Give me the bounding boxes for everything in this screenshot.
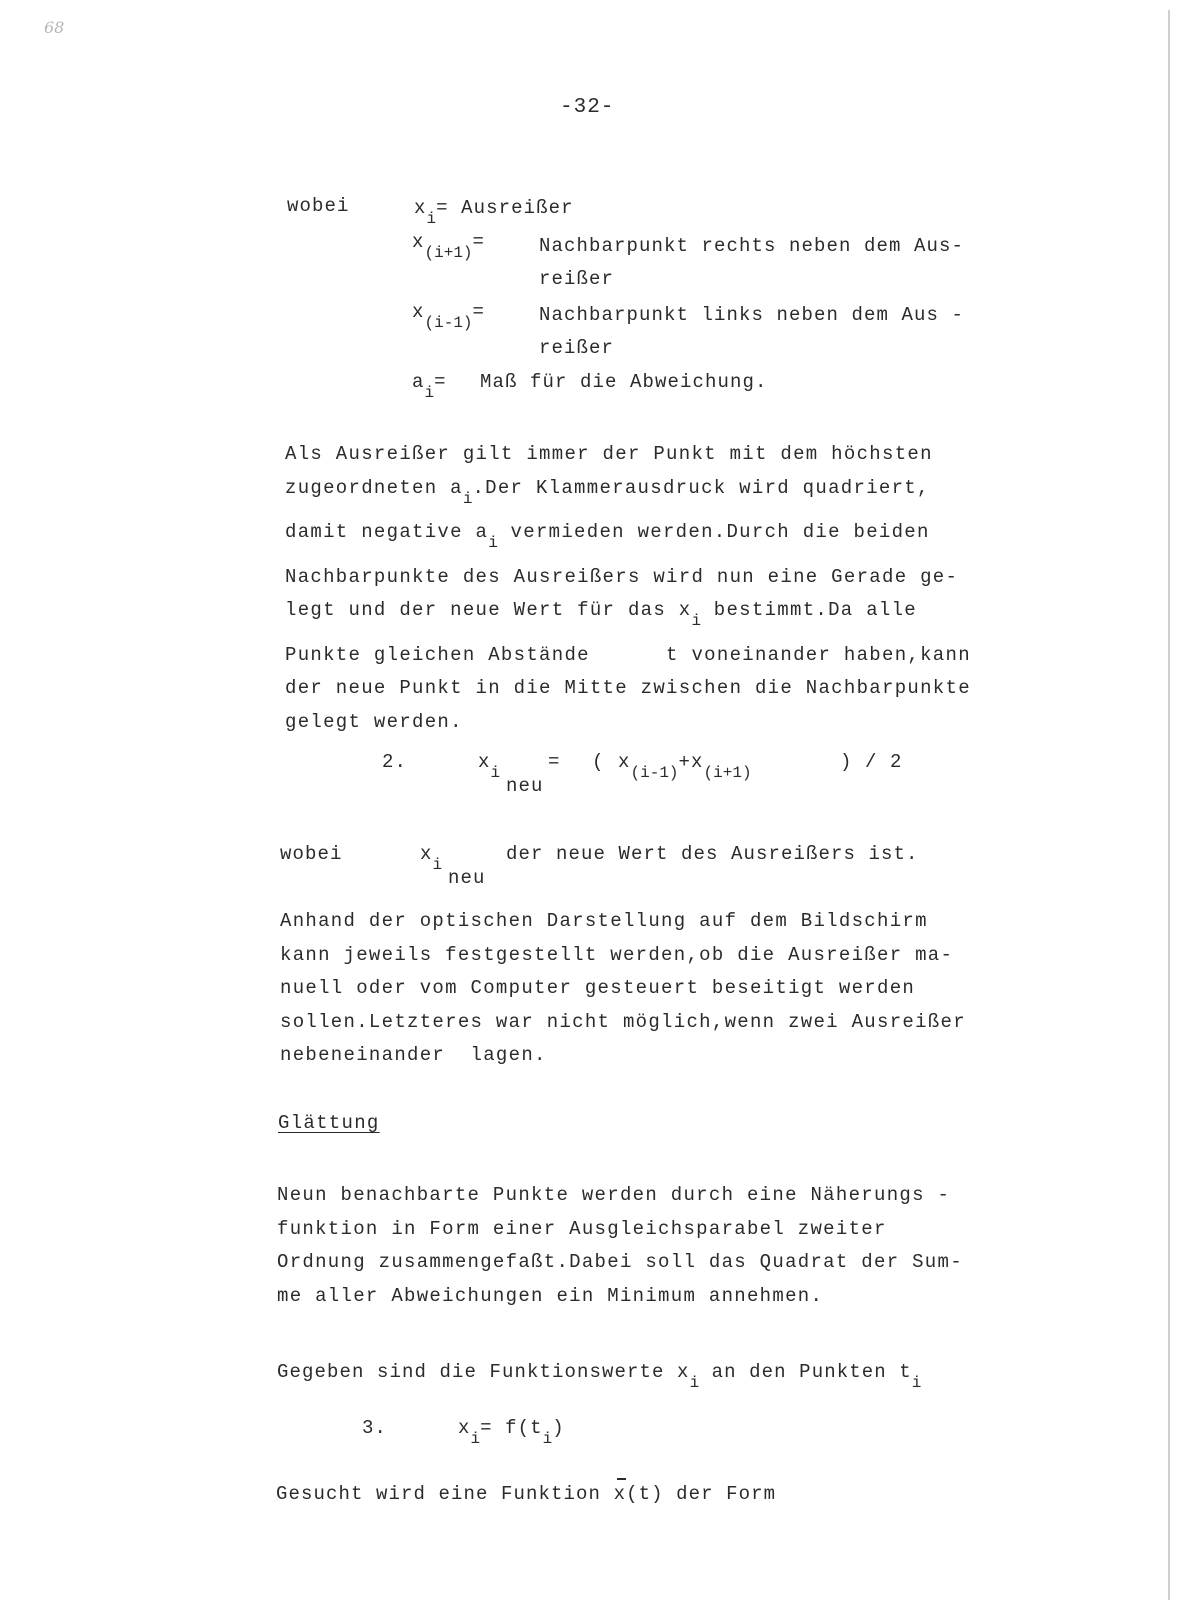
subscript: i — [488, 534, 498, 552]
definition-row — [412, 232, 485, 262]
paragraph-line: Punkte gleichen Abstände t voneinander haben,kann — [285, 643, 971, 666]
page-number: -32- — [560, 96, 615, 119]
close-paren: ) — [552, 1417, 565, 1439]
paragraph — [285, 438, 971, 739]
definition-text-continued: reißer — [539, 268, 615, 290]
sought-line — [276, 1484, 776, 1506]
definition-text: der neue Wert des Ausreißers ist. — [506, 843, 919, 865]
definition-text: Nachbarpunkt links neben dem Aus - — [539, 304, 965, 326]
paragraph — [277, 1179, 963, 1313]
close-paren-divide: ) / 2 — [840, 751, 903, 773]
definition-subscript: i — [424, 384, 435, 402]
variable: x — [618, 751, 631, 773]
equation-number: 2. — [382, 751, 408, 773]
subscript: (i-1) — [630, 764, 679, 782]
definition-var: x — [412, 301, 425, 323]
definition-subscript: (i-1) — [424, 314, 473, 332]
subscript: i — [432, 856, 443, 874]
definition-var: a — [412, 371, 425, 393]
subscript: i — [462, 489, 473, 508]
equation — [458, 1418, 565, 1448]
paragraph-line: nebeneinander lagen. — [280, 1044, 547, 1066]
text-run: damit negative a — [285, 521, 489, 543]
page-edge-shadow — [1168, 10, 1170, 1600]
paragraph-line: sollen.Letzteres war nicht möglich,wenn zwei Ausreißer — [280, 1010, 966, 1033]
x-bar-variable: x — [613, 1483, 627, 1505]
given-line — [277, 1362, 921, 1392]
paragraph-line: Neun benachbarte Punkte werden durch eine Näherungs - — [277, 1184, 951, 1206]
subscript: (i+1) — [703, 764, 752, 782]
definition-eq: = — [436, 197, 449, 219]
subscript: i — [490, 764, 501, 782]
plus-term: +x — [678, 751, 704, 773]
paragraph-line: der neue Punkt in die Mitte zwischen die Nachbarpunkte — [285, 677, 971, 699]
subscript-neu: neu — [506, 775, 544, 797]
paragraph-line — [285, 599, 918, 630]
text-run: bestimmt.Da alle — [701, 599, 918, 621]
corner-pencil-mark: 68 — [44, 18, 65, 37]
paragraph-line: Anhand der optischen Darstellung auf dem Bildschirm — [280, 910, 928, 932]
equation-lhs — [478, 752, 500, 782]
definition-text: Maß für die Abweichung. — [480, 371, 768, 393]
text-run: .Der Klammerausdruck wird quadriert, — [472, 476, 930, 499]
equation-rhs — [618, 752, 752, 782]
paragraph-line: Nachbarpunkte des Ausreißers wird nun eine Gerade ge- — [285, 565, 959, 588]
definition-text-continued: reißer — [539, 337, 615, 359]
subscript-neu: neu — [448, 867, 486, 889]
definition-eq: = — [472, 231, 486, 253]
subscript: i — [542, 1430, 553, 1448]
open-paren: ( — [592, 751, 605, 773]
subscript: i — [470, 1430, 481, 1448]
variable: x — [478, 751, 491, 773]
definition-var: x — [414, 197, 427, 219]
paragraph-line: Als Ausreißer gilt immer der Punkt mit dem höchsten — [285, 443, 933, 465]
definition-text: Nachbarpunkt rechts neben dem Aus- — [539, 235, 965, 257]
definition-eq: = — [434, 371, 447, 393]
paragraph-line: nuell oder vom Computer gesteuert beseitigt werden — [280, 977, 916, 999]
definition-var: x — [412, 231, 425, 253]
definition-subscript: (i+1) — [424, 244, 473, 262]
paragraph-line: kann jeweils festgestellt werden,ob die Ausreißer ma- — [280, 943, 954, 966]
paragraph-line: gelegt werden. — [285, 710, 463, 733]
subscript: i — [691, 612, 702, 630]
definition-row — [412, 372, 447, 402]
text-run: Gegeben sind die Funktionswerte x — [277, 1361, 690, 1383]
text-run: an den Punkten t — [699, 1361, 912, 1383]
paragraph-line — [285, 521, 930, 552]
paragraph-line: funktion in Form einer Ausgleichsparabel zweiter — [277, 1217, 887, 1240]
paragraph-line — [285, 476, 930, 508]
text-run: legt und der neue Wert für das x — [285, 599, 692, 621]
subscript: i — [911, 1374, 922, 1392]
definition-row — [412, 302, 485, 332]
variable: x — [420, 843, 433, 865]
equation-number: 3. — [362, 1417, 388, 1439]
text-run: (t) der Form — [626, 1483, 777, 1505]
text-run: zugeordneten a — [285, 476, 463, 499]
paragraph — [280, 905, 966, 1073]
variable: x — [458, 1417, 471, 1439]
text-run: vermieden werden.Durch die beiden — [497, 521, 930, 543]
definition-eq: = — [472, 301, 486, 323]
wobei-label: wobei — [280, 843, 343, 865]
definition-var — [420, 844, 442, 874]
paragraph-line: me aller Abweichungen ein Minimum annehmen. — [277, 1284, 824, 1307]
definition-text: Ausreißer — [461, 197, 574, 219]
wobei-label: wobei — [287, 195, 350, 217]
definition-row — [414, 198, 574, 228]
text-run: Gesucht wird eine Funktion — [276, 1483, 614, 1505]
equals-sign: = — [548, 751, 561, 773]
equation-rhs: = f(t — [480, 1417, 543, 1439]
paragraph-line: Ordnung zusammengefaßt.Dabei soll das Quadrat der Sum- — [277, 1251, 963, 1273]
definition-subscript: i — [426, 210, 437, 228]
subscript: i — [689, 1374, 700, 1392]
section-heading: Glättung — [278, 1112, 380, 1134]
